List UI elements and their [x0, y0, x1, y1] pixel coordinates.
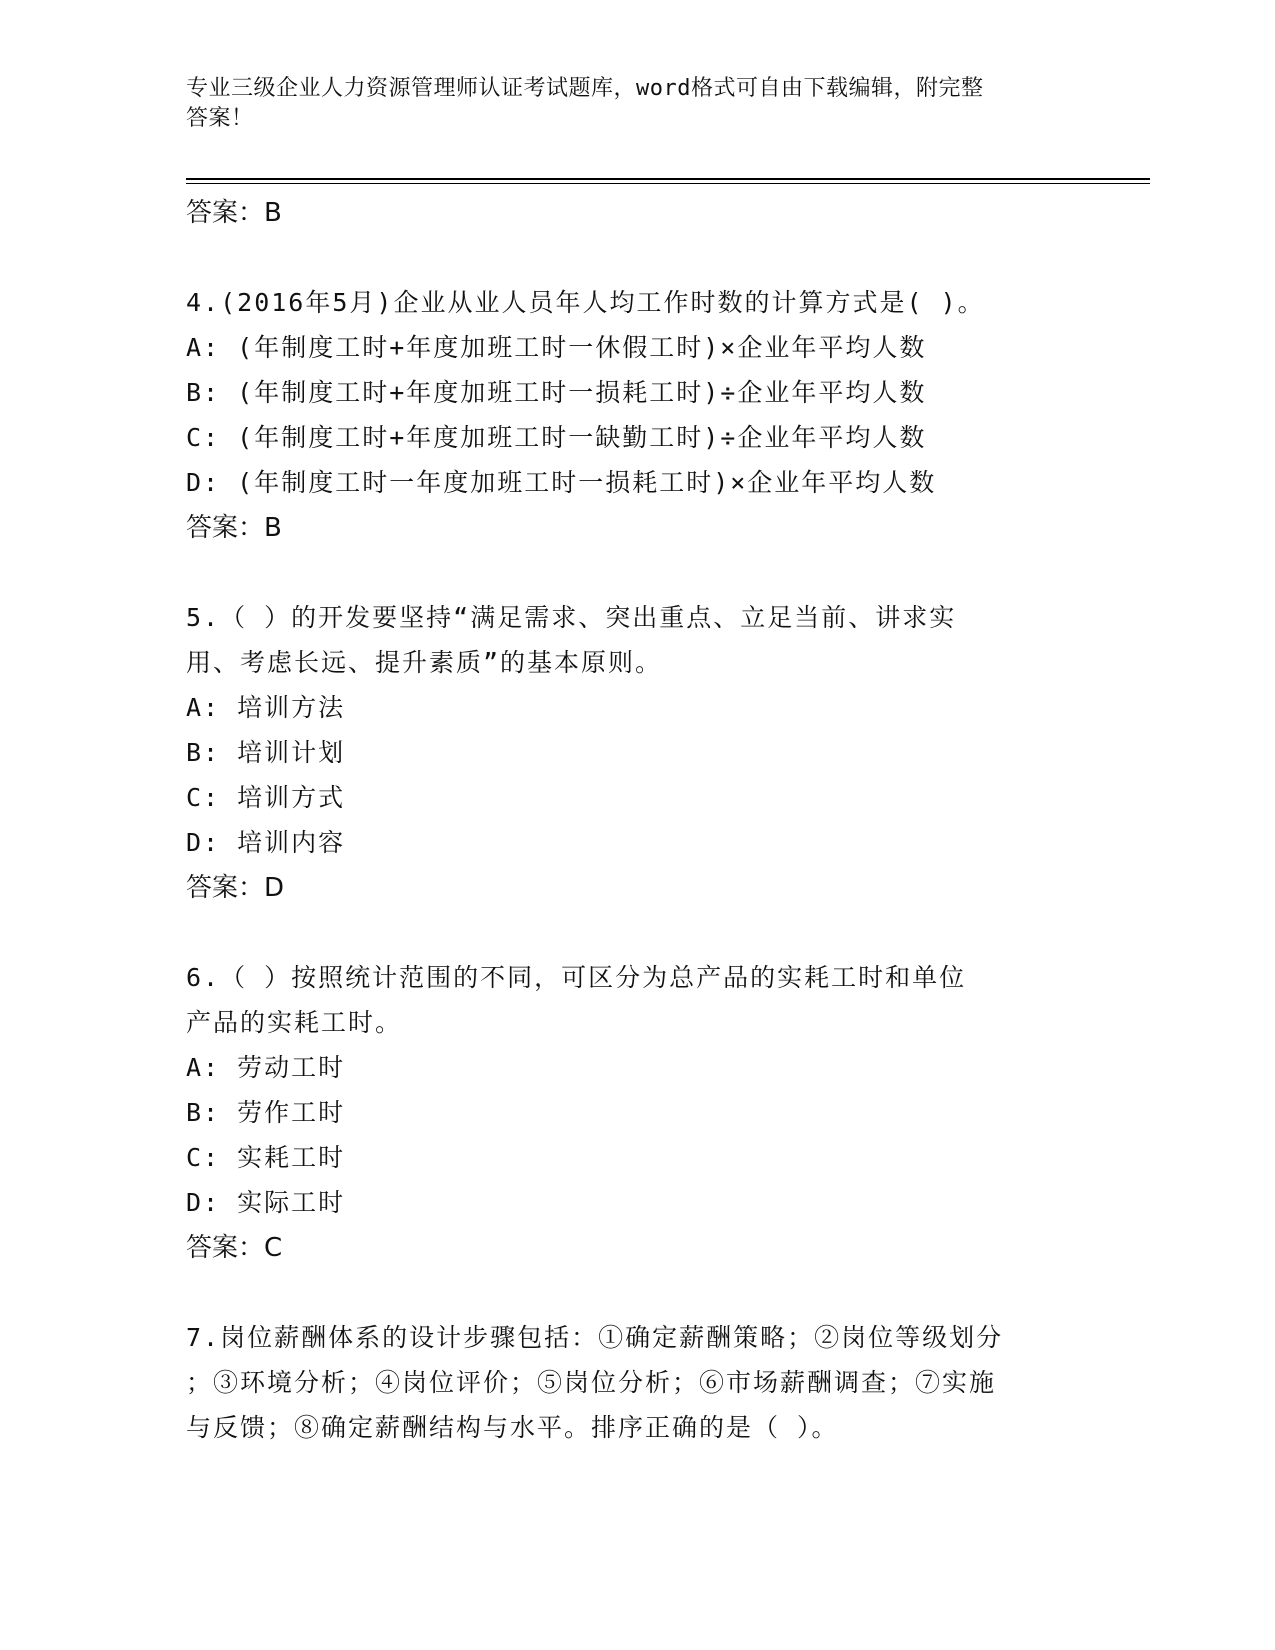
question-7-stem-line-3: 与反馈；⑧确定薪酬结构与水平。排序正确的是（ ）。 — [186, 1413, 839, 1442]
question-6-option-c: C: 实耗工时 — [186, 1143, 346, 1172]
question-5 — [186, 595, 1086, 911]
question-list — [186, 190, 1086, 1450]
question-7-stem-line-2: ；③环境分析；④岗位评价；⑤岗位分析；⑥市场薪酬调查；⑦实施 — [186, 1368, 997, 1397]
question-4-option-a: A: (年制度工时+年度加班工时一休假工时)×企业年平均人数 — [186, 333, 927, 362]
header-line-2: 答案！ — [186, 106, 254, 131]
question-6-option-a: A: 劳动工时 — [186, 1053, 346, 1082]
question-6-stem-line-2: 产品的实耗工时。 — [186, 1008, 403, 1037]
question-5-option-c: C: 培训方式 — [186, 783, 346, 812]
question-4-option-d: D: (年制度工时一年度加班工时一损耗工时)×企业年平均人数 — [186, 468, 937, 497]
question-5-option-b: B: 培训计划 — [186, 738, 346, 767]
question-4-option-b: B: (年制度工时+年度加班工时一损耗工时)÷企业年平均人数 — [186, 378, 927, 407]
question-4-answer: 答案：B — [186, 513, 282, 543]
question-gap — [186, 236, 1086, 280]
header-rule-thin — [186, 183, 1150, 184]
question-7-stem-line-1: 7.岗位薪酬体系的设计步骤包括：①确定薪酬策略；②岗位等级划分 — [186, 1323, 1004, 1352]
question-5-answer: 答案：D — [186, 873, 285, 903]
question-5-option-a: A: 培训方法 — [186, 693, 346, 722]
page-header — [186, 74, 1066, 134]
question-5-option-d: D: 培训内容 — [186, 828, 346, 857]
question-6 — [186, 955, 1086, 1271]
question-6-option-d: D: 实际工时 — [186, 1188, 346, 1217]
question-gap — [186, 911, 1086, 955]
question-6-option-b: B: 劳作工时 — [186, 1098, 346, 1127]
question-4-stem-line-1: 4.(2016年5月)企业从业人员年人均工作时数的计算方式是( )。 — [186, 288, 985, 317]
header-rule-thick — [186, 178, 1150, 180]
answer-previous: 答案：B — [186, 198, 282, 228]
question-6-stem-line-1: 6.（ ）按照统计范围的不同，可区分为总产品的实耗工时和单位 — [186, 963, 967, 992]
question-4-option-c: C: (年制度工时+年度加班工时一缺勤工时)÷企业年平均人数 — [186, 423, 927, 452]
question-5-stem-line-2: 用、考虑长远、提升素质”的基本原则。 — [186, 648, 663, 677]
question-4 — [186, 280, 1086, 551]
question-gap — [186, 551, 1086, 595]
header-line-1: 专业三级企业人力资源管理师认证考试题库，word格式可自由下载编辑，附完整 — [186, 76, 984, 101]
question-6-answer: 答案：C — [186, 1233, 283, 1263]
question-gap — [186, 1271, 1086, 1315]
question-7 — [186, 1315, 1086, 1450]
question-5-stem-line-1: 5.（ ）的开发要坚持“满足需求、突出重点、立足当前、讲求实 — [186, 603, 957, 632]
